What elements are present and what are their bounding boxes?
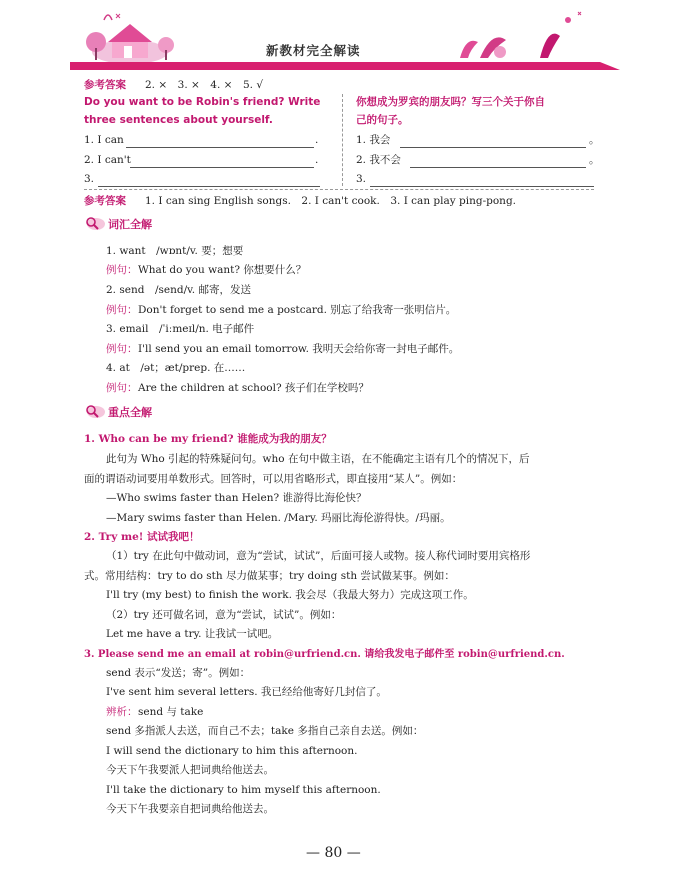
task-cn-line-1: 1. 我会 [356, 134, 391, 146]
point-3-example-2-cn: 今天下午我要派人把词典给他送去。 [106, 764, 274, 776]
point-2-example-2: Let me have a try. 让我试一试吧。 [106, 628, 279, 640]
header-title: 新教材完全解读 [266, 43, 361, 58]
point-2-heading: 2. Try me! 试试我吧！ [84, 531, 200, 543]
task-cn-line-3: 3. [356, 173, 367, 185]
task-cn-line-2: 2. 我不会 [356, 154, 401, 166]
example-label-4: 例句： [106, 382, 138, 394]
task-en-line-1-end: . [315, 134, 319, 146]
task-cn-line-1-end: 。 [589, 134, 600, 146]
task-cn-title-2: 己的句子。 [356, 114, 409, 126]
house-illustration-icon [86, 14, 174, 64]
point-1-body-2: 面的谓语动词要用单数形式。回答时，可以用省略形式，即直接用“某人”。例如： [84, 473, 463, 485]
point-2-body-1: （1）try 在此句中做动词，意为“尝试，试试”，后面可接人或物。接人称代词时要用宾格形 [106, 550, 531, 562]
task-cn-line-2-end: 。 [589, 154, 600, 166]
point-2-body-3: （2）try 还可做名词，意为“尝试，试试”。例如： [106, 609, 342, 621]
example-label-3: 例句： [106, 343, 138, 355]
point-2-body-2: 式。常用结构：try to do sth 尽力做某事；try doing sth 尝试做某事。例如： [84, 570, 455, 582]
vocab-entry-1: 1. want /wɒnt/v. 要；想要 [106, 245, 244, 257]
answer-blank-cn-3[interactable] [370, 185, 594, 187]
point-3-example-1: I've sent him several letters. 我已经给他寄好几封信了。 [106, 686, 387, 698]
point-1-example-2: —Mary swims faster than Helen. /Mary. 玛丽比海伦游得快。/玛丽。 [106, 512, 451, 524]
task-en-line-3: 3. [84, 173, 95, 185]
vocab-example-2: Don't forget to send me a postcard. 别忘了给我寄一张明信片。 [138, 304, 457, 316]
answer-blank-en-2[interactable] [130, 166, 314, 168]
vocab-example-1: What do you want? 你想要什么？ [138, 264, 307, 276]
answer-blank-en-3[interactable] [98, 185, 320, 187]
vocab-example-4: Are the children at school? 孩子们在学校吗？ [138, 382, 369, 394]
answer2-text: 1. I can sing English songs. 2. I can't cook. 3. I can play ping-pong. [145, 195, 517, 207]
task-en-line-2: 2. I can't [84, 154, 131, 166]
example-label-1: 例句： [106, 264, 138, 276]
point-3-note: send 与 take [138, 706, 204, 718]
vocab-entry-3: 3. email /ˈiːmeɪl/n. 电子邮件 [106, 323, 255, 335]
answer-label: 参考答案 [84, 79, 126, 91]
point-3-heading: 3. Please send me an email at robin@urfriend.cn. 请给我发电子邮件至 robin@urfriend.cn. [84, 649, 565, 660]
vocab-title: 词汇全解 [108, 218, 152, 231]
point-2-example-1: I'll try (my best) to finish the work. 我会尽（我最大努力）完成这项工作。 [106, 589, 474, 601]
point-1-heading: 1. Who can be my friend? 谁能成为我的朋友？ [84, 433, 332, 445]
vocab-example-3: I'll send you an email tomorrow. 我明天会给你寄一封电子邮件。 [138, 343, 460, 355]
point-3-example-3: I'll take the dictionary to him myself this afternoon. [106, 784, 381, 796]
page-number: — 80 — [306, 845, 361, 861]
answer-blank-cn-1[interactable] [400, 146, 586, 148]
point-1-example-1: —Who swims faster than Helen? 谁游得比海伦快？ [106, 492, 367, 504]
points-title: 重点全解 [108, 406, 152, 419]
task-cn-title-1: 你想成为罗宾的朋友吗？写三个关于你自 [356, 96, 545, 108]
task-en-title-1: Do you want to be Robin's friend? Write [84, 96, 321, 108]
vocab-entry-2: 2. send /send/v. 邮寄，发送 [106, 284, 251, 296]
header-decoration [0, 0, 675, 80]
task-bottom-rule [84, 189, 594, 190]
magnifier-icon [84, 216, 106, 232]
point-3-body-2: send 多指派人去送，而自己不去；take 多指自己亲自去送。例如： [106, 725, 424, 737]
point-3-example-2: I will send the dictionary to him this afternoon. [106, 745, 358, 757]
point-1-body-1: 此句为 Who 引起的特殊疑问句。who 在句中做主语，在不能确定主语有几个的情况下，后 [106, 453, 530, 465]
answer-blank-cn-2[interactable] [410, 166, 586, 168]
magnifier-icon [84, 404, 106, 420]
task-en-line-2-end: . [315, 154, 319, 166]
task-en-line-1: 1. I can [84, 134, 124, 146]
task-en-title-2: three sentences about yourself. [84, 114, 273, 126]
note-label: 辨析： [106, 706, 138, 718]
point-3-body-1: send 表示“发送；寄”。例如： [106, 667, 251, 679]
answer-text: 2. × 3. × 4. × 5. √ [145, 79, 264, 91]
column-divider [342, 94, 343, 186]
answer-blank-en-1[interactable] [126, 146, 314, 148]
plant-illustration-icon [460, 12, 581, 58]
answer2-label: 参考答案 [84, 195, 126, 207]
vocab-entry-4: 4. at /ət；æt/prep. 在…… [106, 362, 246, 374]
example-label-2: 例句： [106, 304, 138, 316]
point-3-example-3-cn: 今天下午我要亲自把词典给他送去。 [106, 803, 274, 815]
